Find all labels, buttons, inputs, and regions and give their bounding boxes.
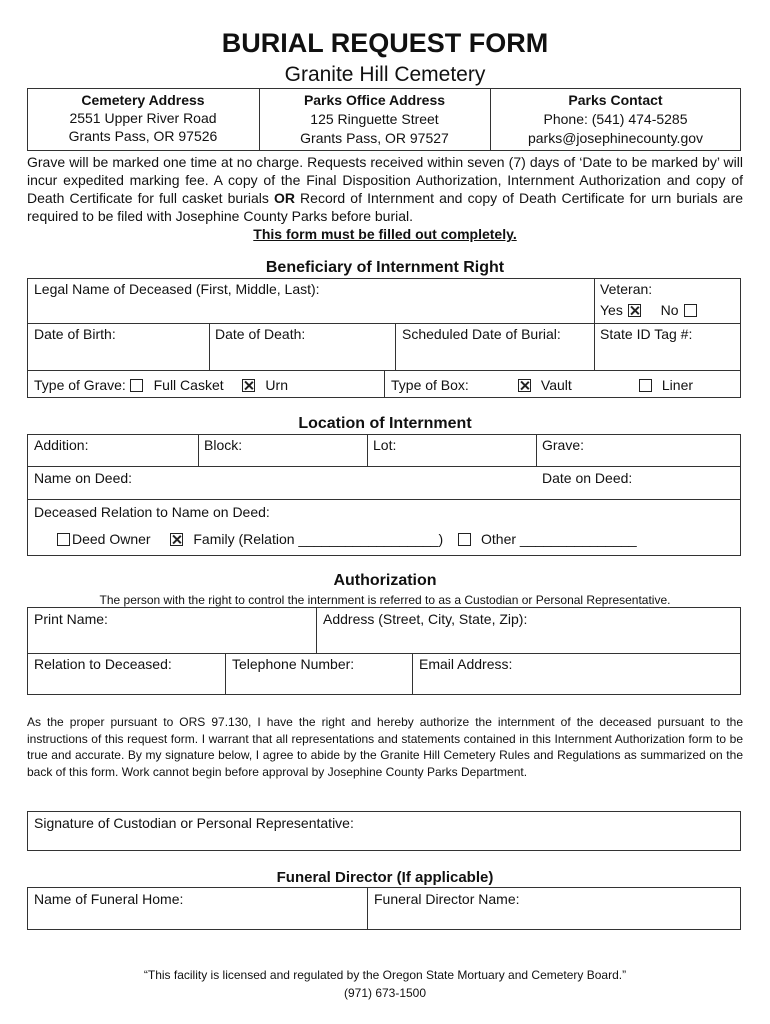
- veteran-yes-checkbox[interactable]: [628, 304, 641, 317]
- cemetery-address: [27, 91, 259, 145]
- authorization-note: The person with the right to control the internment is referred to as a Custodian or Personal Representative.: [99, 593, 671, 607]
- addition-field[interactable]: Addition:: [34, 437, 89, 453]
- cemetery-address-line2: Grants Pass, OR 97526: [68, 128, 218, 144]
- family-checkbox[interactable]: [170, 533, 183, 546]
- deed-owner-label: Deed Owner: [72, 531, 151, 547]
- grave-field[interactable]: Grave:: [542, 437, 585, 453]
- box-type-label: Type of Box:: [391, 377, 469, 393]
- footer-phone: (971) 673-1500: [343, 986, 427, 1000]
- scheduled-burial-date-field[interactable]: Scheduled Date of Burial:: [402, 326, 561, 342]
- funeral-director-field[interactable]: Funeral Director Name:: [374, 891, 520, 907]
- vault-checkbox[interactable]: [518, 379, 531, 392]
- parks-contact-heading: Parks Contact: [568, 92, 663, 108]
- intro-text-b: Record of Internment and copy of Death Certificate for urn burials are required to be filed with Josephine County Parks before burial.: [27, 190, 743, 224]
- state-id-tag-field[interactable]: State ID Tag #:: [600, 326, 693, 342]
- funeral-home-field[interactable]: Name of Funeral Home:: [34, 891, 184, 907]
- liner-checkbox[interactable]: [639, 379, 652, 392]
- vault-option: [518, 377, 572, 393]
- date-of-birth-field[interactable]: Date of Birth:: [34, 326, 116, 342]
- parks-contact-phone: Phone: (541) 474-5285: [543, 111, 688, 127]
- date-of-death-field[interactable]: Date of Death:: [215, 326, 306, 342]
- deed-owner-checkbox[interactable]: [57, 533, 70, 546]
- office-address-line2: Grants Pass, OR 97527: [300, 130, 449, 146]
- office-address: [259, 91, 490, 148]
- vault-label: Vault: [540, 377, 572, 393]
- grave-type-label: Type of Grave:: [34, 377, 126, 393]
- grave-type-row: [34, 377, 288, 393]
- liner-option: [639, 377, 693, 393]
- liner-label: Liner: [661, 377, 694, 393]
- authorization-statement: As the proper pursuant to ORS 97.130, I have the right and hereby authorize the internment of the deceased pursuant to the instructions of this request form. I warrant that all representations and statements contained in this Internment Authorization form to be true and accurate. By my signature below, I agree to abide by the Granite Hill Cemetery Rules and Regulations as summarized on the back of this form. Work cannot begin before approval by Josephine County Parks Department.: [27, 715, 743, 779]
- deed-relation-options: [57, 531, 637, 547]
- urn-checkbox[interactable]: [242, 379, 255, 392]
- telephone-field[interactable]: Telephone Number:: [232, 656, 355, 672]
- location-heading: Location of Internment: [298, 415, 472, 432]
- full-casket-label: Full Casket: [153, 377, 224, 393]
- parks-contact: [490, 91, 741, 148]
- intro-text-a: Grave will be marked one time at no charge. Requests received within seven (7) days of ‘Date to be marked by’ will incur expedited marking fee. A copy of the Final Disposition Authorization, Internment Authorization and copy of Death Certificate for full casket burials: [27, 154, 743, 206]
- cemetery-address-line1: 2551 Upper River Road: [69, 110, 217, 126]
- urn-label: Urn: [265, 377, 288, 393]
- page-title: BURIAL REQUEST FORM: [221, 28, 549, 58]
- authorization-heading: Authorization: [333, 572, 437, 589]
- lot-field[interactable]: Lot:: [373, 437, 397, 453]
- print-name-field[interactable]: Print Name:: [34, 611, 108, 627]
- other-label: Other _______________: [481, 531, 637, 547]
- veteran-label: Veteran:: [600, 281, 653, 297]
- full-casket-checkbox[interactable]: [130, 379, 143, 392]
- page-subtitle: Granite Hill Cemetery: [284, 63, 486, 86]
- address-field[interactable]: Address (Street, City, State, Zip):: [323, 611, 528, 627]
- footer-license-note: “This facility is licensed and regulated by the Oregon State Mortuary and Cemetery Board.”: [143, 968, 627, 982]
- intro-text-or: OR: [273, 190, 295, 206]
- completion-notice: This form must be filled out completely.: [253, 226, 517, 242]
- name-on-deed-field[interactable]: Name on Deed:: [34, 470, 133, 486]
- family-label: Family (Relation __________________): [193, 531, 444, 547]
- parks-contact-email: parks@josephinecounty.gov: [527, 130, 704, 146]
- deed-relation-label: Deceased Relation to Name on Deed:: [34, 504, 270, 520]
- block-field[interactable]: Block:: [204, 437, 243, 453]
- relation-to-deceased-field[interactable]: Relation to Deceased:: [34, 656, 172, 672]
- cemetery-address-heading: Cemetery Address: [81, 92, 205, 108]
- funeral-director-heading: Funeral Director (If applicable): [276, 869, 494, 886]
- office-address-line1: 125 Ringuette Street: [310, 111, 439, 127]
- veteran-yes-label: Yes: [600, 302, 623, 318]
- office-address-heading: Parks Office Address: [303, 92, 446, 108]
- date-on-deed-field[interactable]: Date on Deed:: [542, 470, 633, 486]
- veteran-no-label: No: [660, 302, 679, 318]
- other-checkbox[interactable]: [458, 533, 471, 546]
- beneficiary-heading: Beneficiary of Internment Right: [265, 259, 505, 276]
- veteran-options: [600, 302, 697, 318]
- signature-label: Signature of Custodian or Personal Representative:: [34, 815, 354, 831]
- veteran-no-checkbox[interactable]: [684, 304, 697, 317]
- email-field[interactable]: Email Address:: [419, 656, 513, 672]
- legal-name-field[interactable]: Legal Name of Deceased (First, Middle, Last):: [34, 281, 320, 297]
- intro-paragraph: [27, 153, 743, 225]
